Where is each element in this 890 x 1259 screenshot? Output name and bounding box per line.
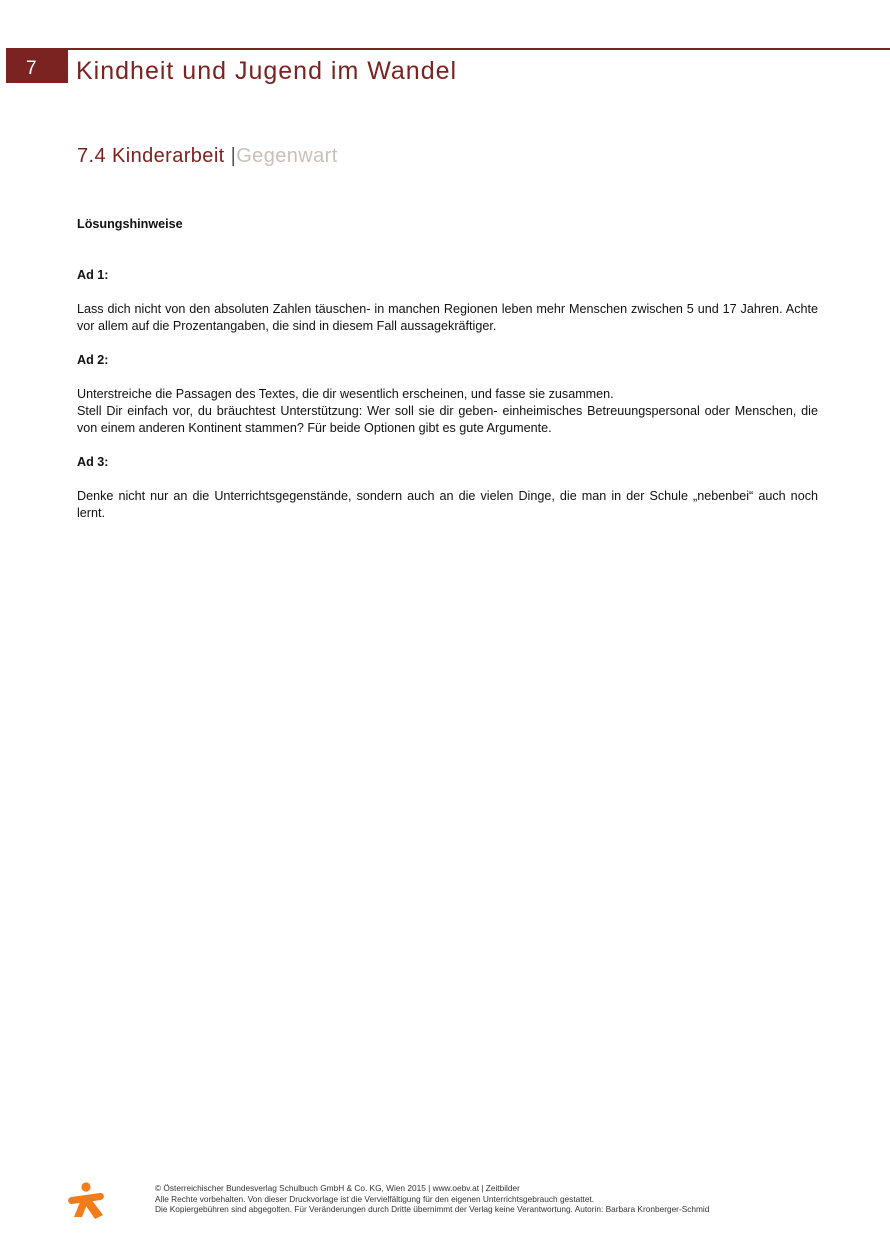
ad1-label: Ad 1: (77, 268, 109, 282)
section-title (77, 143, 338, 169)
chapter-number-box (6, 50, 68, 83)
chapter-number: 7 (26, 58, 37, 79)
section-subtitle: Gegenwart (236, 145, 338, 167)
solution-hints (77, 216, 818, 522)
section-name: Kinderarbeit (111, 145, 225, 167)
ad3-label: Ad 3: (77, 455, 109, 469)
footer-disclaimer: Die Kopiergebühren sind abgegolten. Für Veränderungen durch Dritte übernimmt der Verlag keine Verantwortung. Autorin: Barbara Kronberger-Schmid (155, 1204, 710, 1215)
section-separator: | (230, 145, 237, 167)
header-rule (6, 48, 890, 50)
solution-hints-heading: Lösungshinweise (77, 217, 183, 231)
chapter-title: Kindheit und Jugend im Wandel (76, 57, 458, 85)
footer-rights: Alle Rechte vorbehalten. Von dieser Druckvorlage ist die Vervielfältigung für den eigenen Unterrichtsgebrauch gestattet. (155, 1193, 595, 1204)
footer-copyright: © Österreichischer Bundesverlag Schulbuch GmbH & Co. KG, Wien 2015 | www.oebv.at | Zeitbilder (155, 1183, 520, 1193)
ad3-text: Denke nicht nur an die Unterrichtsgegenstände, sondern auch an die vielen Dinge, die man in der Schule „nebenbei“ auch noch lernt. (77, 489, 818, 520)
ad2-text-1: Unterstreiche die Passagen des Textes, die dir wesentlich erscheinen, und fasse sie zusammen. (77, 387, 614, 401)
section-number: 7.4 (77, 145, 107, 167)
footer (155, 1183, 709, 1215)
ad2-text-2: Stell Dir einfach vor, du bräuchtest Unterstützung: Wer soll sie dir geben- einheimisches Betreuungspersonal oder Menschen, die von einem anderen Kontinent stammen? Für beide Optionen gibt es gute Argumente. (77, 404, 818, 435)
ad1-text: Lass dich nicht von den absoluten Zahlen täuschen- in manchen Regionen leben mehr Menschen zwischen 5 und 17 Jahren. Achte vor allem auf die Prozentangaben, die sind in diesem Fall aussagekräftiger. (77, 302, 818, 333)
ad2-label: Ad 2: (77, 353, 109, 367)
oebv-star-icon (68, 1182, 104, 1220)
